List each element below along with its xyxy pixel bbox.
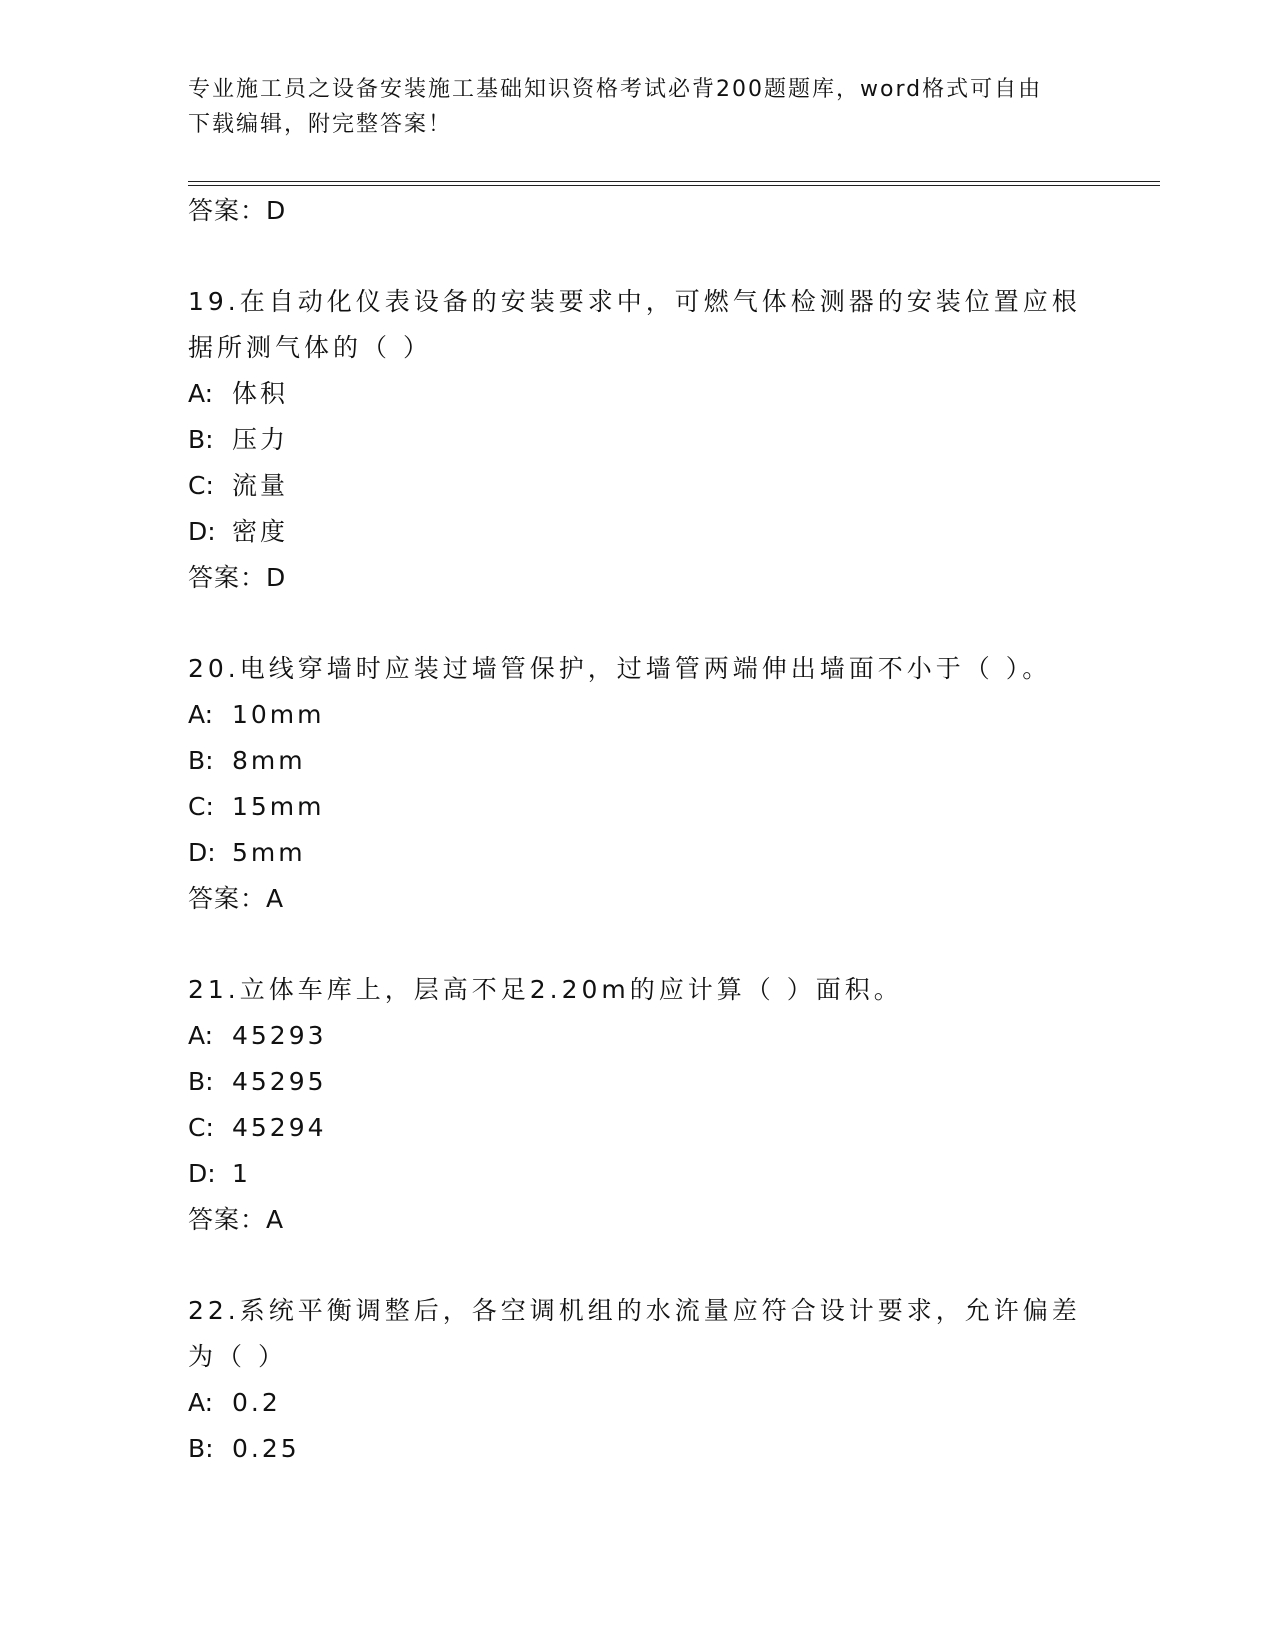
answer-line: 答案：A bbox=[188, 1205, 285, 1234]
option-a bbox=[188, 692, 1088, 738]
option-text: 8mm bbox=[232, 746, 306, 775]
question-stem-line: 19.在自动化仪表设备的安装要求中，可燃气体检测器的安装位置应根 bbox=[188, 287, 1081, 316]
previous-answer: 答案：D bbox=[188, 196, 287, 225]
option-text: 流量 bbox=[232, 471, 289, 500]
option-text: 密度 bbox=[232, 517, 289, 546]
question-21 bbox=[188, 967, 1088, 1243]
option-text: 10mm bbox=[232, 700, 325, 729]
header-line-1: 专业施工员之设备安装施工基础知识资格考试必背200题题库，word格式可自由 bbox=[188, 77, 1043, 102]
option-key: A: bbox=[188, 1388, 214, 1417]
option-text: 45293 bbox=[232, 1021, 327, 1050]
option-text: 5mm bbox=[232, 838, 306, 867]
option-key: C: bbox=[188, 471, 214, 500]
option-key: D: bbox=[188, 838, 216, 867]
question-stem bbox=[188, 279, 1088, 371]
header-line-2: 下载编辑，附完整答案！ bbox=[188, 112, 453, 137]
option-key: A: bbox=[188, 1021, 214, 1050]
option-text: 压力 bbox=[232, 425, 289, 454]
answer-line: 答案：A bbox=[188, 884, 285, 913]
option-key: D: bbox=[188, 517, 216, 546]
question-stem-line: 21.立体车库上，层高不足2.20m的应计算（ ）面积。 bbox=[188, 975, 903, 1004]
option-text: 体积 bbox=[232, 379, 289, 408]
question-19 bbox=[188, 279, 1088, 601]
option-c bbox=[188, 784, 1088, 830]
option-c bbox=[188, 1105, 1088, 1151]
question-stem-line: 为（ ） bbox=[188, 1342, 287, 1371]
option-text: 45294 bbox=[232, 1113, 327, 1142]
question-stem-line: 据所测气体的（ ） bbox=[188, 333, 432, 362]
option-key: A: bbox=[188, 379, 214, 408]
option-key: C: bbox=[188, 1113, 214, 1142]
option-d bbox=[188, 830, 1088, 876]
option-key: B: bbox=[188, 746, 214, 775]
option-text: 0.2 bbox=[232, 1388, 281, 1417]
option-key: B: bbox=[188, 425, 214, 454]
option-a bbox=[188, 1013, 1088, 1059]
option-text: 15mm bbox=[232, 792, 325, 821]
option-key: B: bbox=[188, 1067, 214, 1096]
option-b bbox=[188, 738, 1088, 784]
option-d bbox=[188, 509, 1088, 555]
question-22 bbox=[188, 1288, 1088, 1472]
option-key: B: bbox=[188, 1434, 214, 1463]
option-b bbox=[188, 417, 1088, 463]
question-stem bbox=[188, 646, 1088, 692]
option-b bbox=[188, 1059, 1088, 1105]
option-c bbox=[188, 463, 1088, 509]
question-stem bbox=[188, 1288, 1088, 1380]
question-stem-line: 20.电线穿墙时应装过墙管保护，过墙管两端伸出墙面不小于（ ）。 bbox=[188, 654, 1052, 683]
option-key: C: bbox=[188, 792, 214, 821]
option-a bbox=[188, 1380, 1088, 1426]
question-20 bbox=[188, 646, 1088, 922]
option-text: 45295 bbox=[232, 1067, 327, 1096]
option-text: 0.25 bbox=[232, 1434, 300, 1463]
option-text: 1 bbox=[232, 1159, 251, 1188]
document-header bbox=[188, 72, 1068, 142]
option-d bbox=[188, 1151, 1088, 1197]
question-stem bbox=[188, 967, 1088, 1013]
option-b bbox=[188, 1426, 1088, 1472]
option-key: D: bbox=[188, 1159, 216, 1188]
option-a bbox=[188, 371, 1088, 417]
header-divider-top bbox=[188, 181, 1160, 182]
option-key: A: bbox=[188, 700, 214, 729]
header-divider-bottom bbox=[188, 185, 1160, 186]
question-list bbox=[188, 188, 1088, 1472]
question-stem-line: 22.系统平衡调整后，各空调机组的水流量应符合设计要求，允许偏差 bbox=[188, 1296, 1081, 1325]
answer-line: 答案：D bbox=[188, 563, 287, 592]
